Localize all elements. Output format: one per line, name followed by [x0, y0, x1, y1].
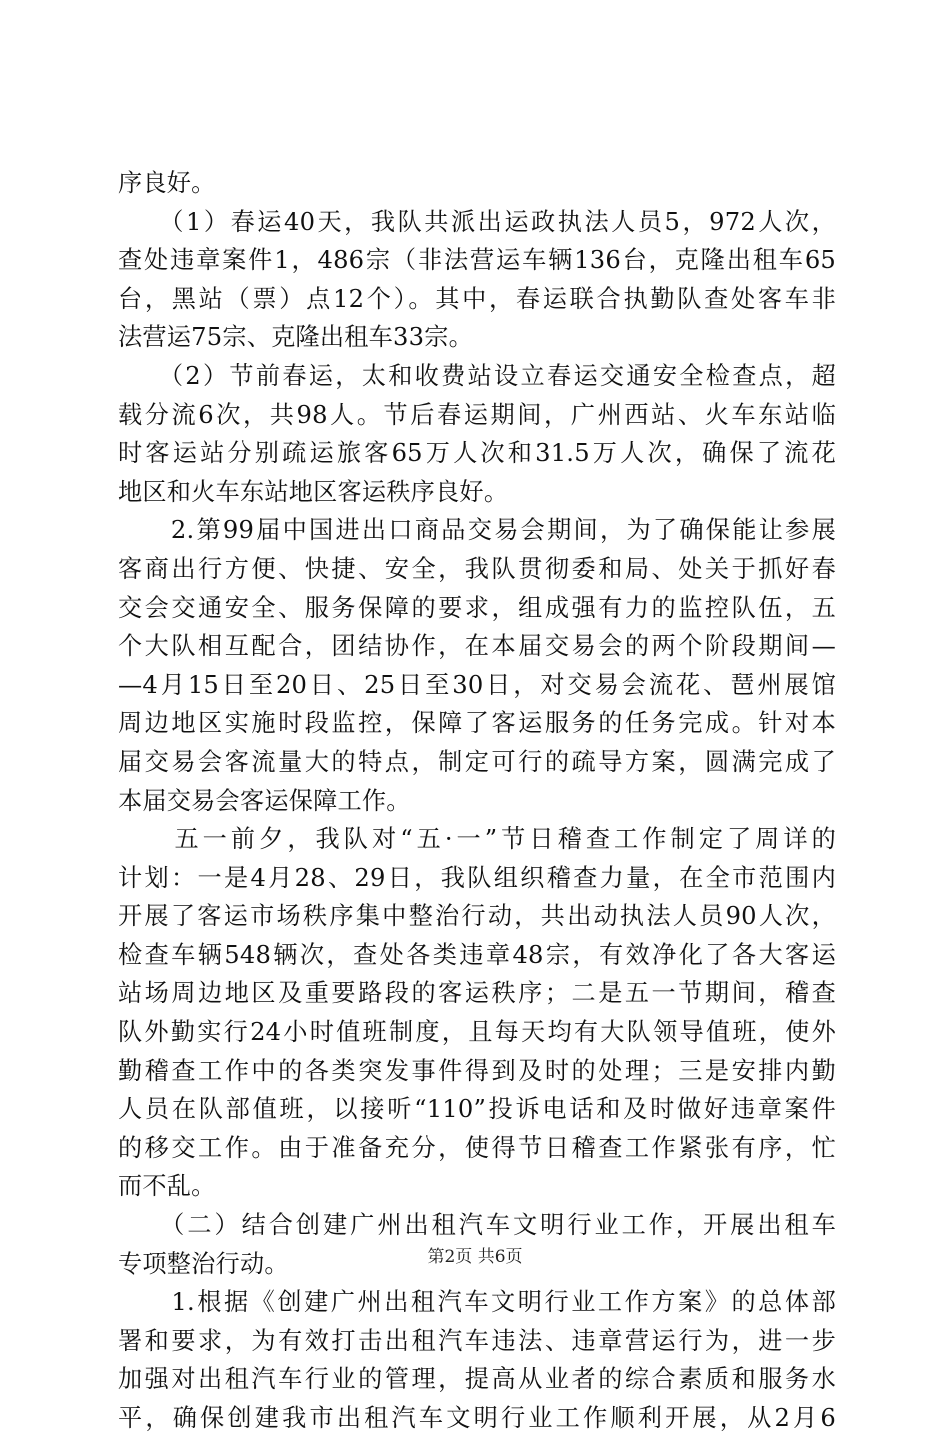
text-line: （二）结合创建广州出租汽车文明行业工作，开展出租车: [118, 1211, 836, 1240]
text-line: 的移交工作。由于准备充分，使得节日稽查工作紧张有序，忙: [118, 1133, 836, 1162]
text-line: 队外勤实行24小时值班制度，且每天均有大队领导值班，使外: [118, 1018, 836, 1047]
text-line: 勤稽查工作中的各类突发事件得到及时的处理；三是安排内勤: [118, 1056, 836, 1085]
text-line: 平，确保创建我市出租汽车文明行业工作顺利开展，从2月6: [118, 1404, 836, 1432]
text-line: 客商出行方便、快捷、安全，我队贯彻委和局、处关于抓好春: [118, 554, 836, 583]
text-line: 个大队相互配合，团结协作，在本届交易会的两个阶段期间—: [118, 632, 836, 661]
text-line: 五一前夕，我队对“五·一”节日稽查工作制定了周详的: [118, 825, 836, 854]
text-line: 周边地区实施时段监控，保障了客运服务的任务完成。针对本: [118, 709, 836, 738]
text-line: 序良好。: [118, 169, 216, 197]
text-line: 载分流6次，共98人。节后春运期间，广州西站、火车东站临: [118, 400, 836, 429]
text-line: 届交易会客流量大的特点，制定可行的疏导方案，圆满完成了: [118, 747, 836, 776]
text-line: 人员在队部值班，以接听“110”投诉电话和及时做好违章案件: [118, 1095, 836, 1124]
text-line: 计划：一是4月28、29日，我队组织稽查力量，在全市范围内: [118, 863, 836, 892]
text-line: 时客运站分别疏运旅客65万人次和31.5万人次，确保了流花: [118, 439, 836, 468]
text-line: 署和要求，为有效打击出租汽车违法、违章营运行为，进一步: [118, 1326, 836, 1355]
text-line: （1）春运40天，我队共派出运政执法人员5，972人次，: [118, 207, 836, 236]
text-line: 而不乱。: [118, 1172, 216, 1201]
text-line: 1.根据《创建广州出租汽车文明行业工作方案》的总体部: [118, 1288, 836, 1317]
text-line: 检查车辆548辆次，查处各类违章48宗，有效净化了各大客运: [118, 940, 836, 969]
text-line: 法营运75宗、克隆出租车33宗。: [118, 323, 474, 352]
text-line: 站场周边地区及重要路段的客运秩序；二是五一节期间，稽查: [118, 979, 836, 1008]
text-line: —4月15日至20日、25日至30日，对交易会流花、琶州展馆: [118, 670, 836, 699]
text-line: 专项整治行动。: [118, 1249, 289, 1278]
page-footer: 第2页 共6页: [427, 1247, 523, 1267]
text-line: 加强对出租汽车行业的管理，提高从业者的综合素质和服务水: [118, 1365, 836, 1394]
text-line: 查处违章案件1，486宗（非法营运车辆136台，克隆出租车65: [118, 246, 836, 275]
text-line: 台，黑站（票）点12个）。其中，春运联合执勤队查处客车非: [118, 284, 836, 313]
text-line: 本届交易会客运保障工作。: [118, 786, 411, 815]
text-line: 地区和火车东站地区客运秩序良好。: [118, 477, 509, 506]
text-line: 开展了客运市场秩序集中整治行动，共出动执法人员90人次，: [118, 902, 836, 931]
text-line: （2）节前春运，太和收费站设立春运交通安全检查点，超: [118, 361, 836, 390]
text-line: 2.第99届中国进出口商品交易会期间，为了确保能让参展: [118, 516, 836, 545]
text-line: 交会交通安全、服务保障的要求，组成强有力的监控队伍，五: [118, 593, 836, 622]
